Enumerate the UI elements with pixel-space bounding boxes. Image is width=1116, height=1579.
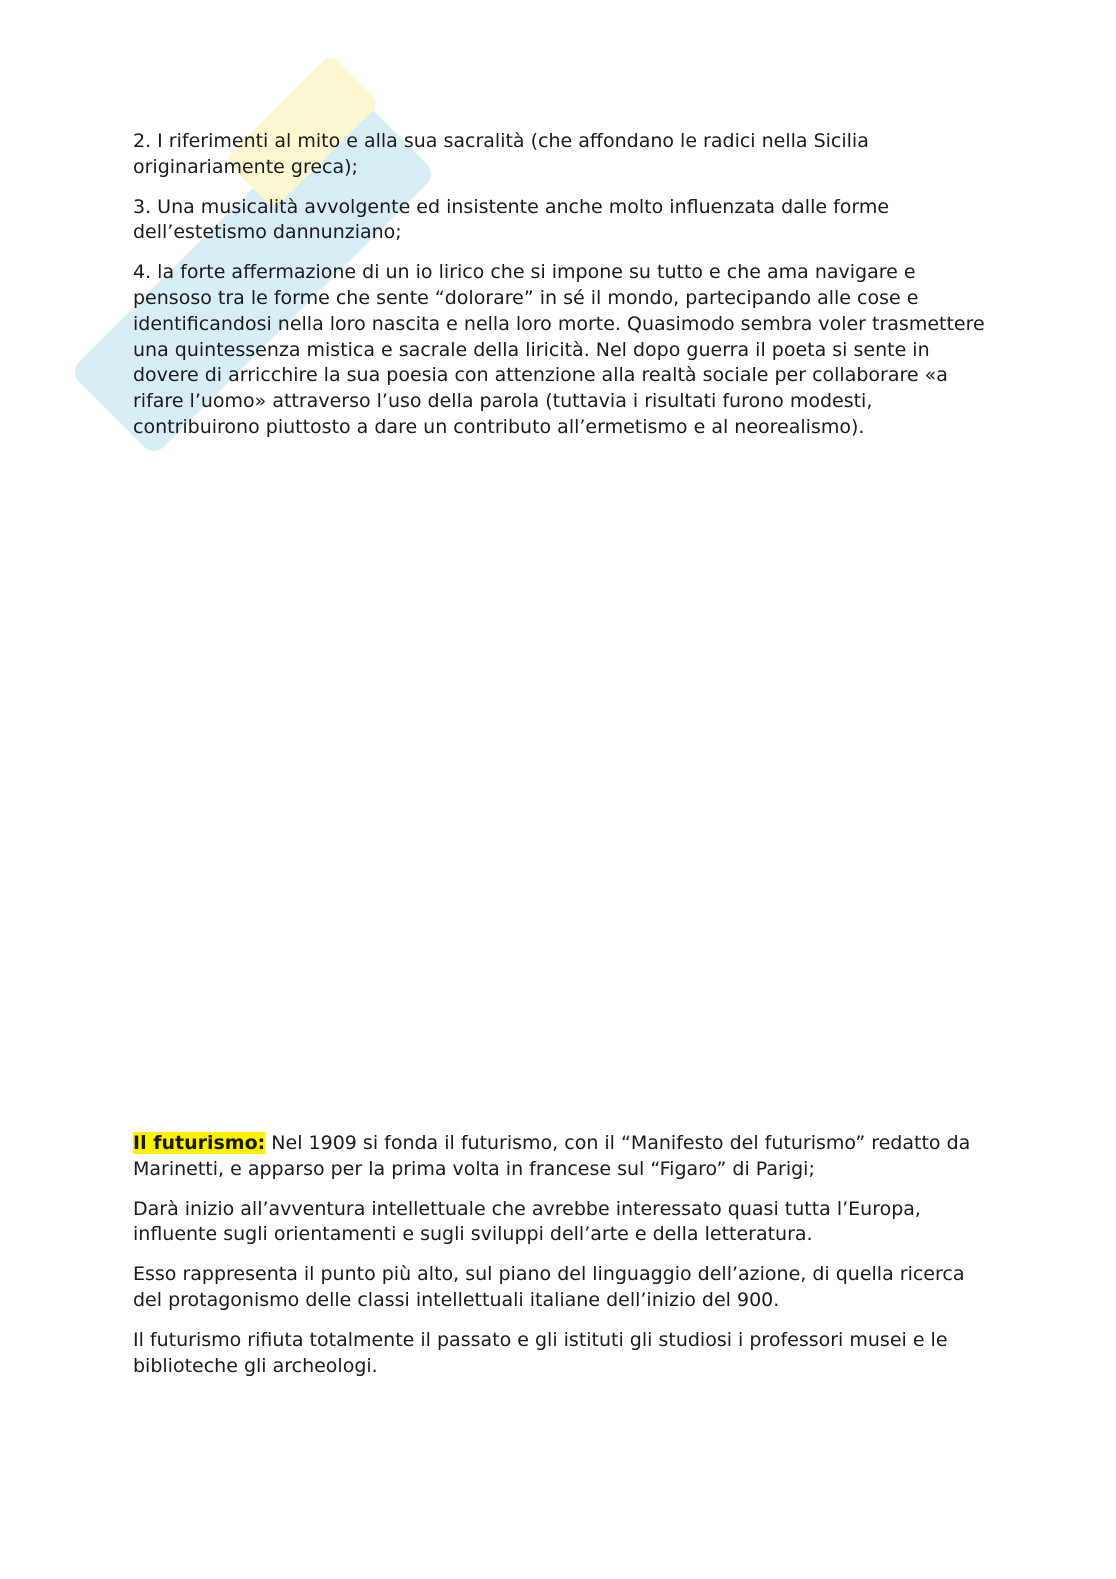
futurismo-paragraph-protagonismo: Esso rappresenta il punto più alto, sul piano del linguaggio dell’azione, di quella ricerca del protagonismo delle classi intellettuali italiane dell’inizio del 900.: [133, 1263, 965, 1311]
futurismo-intro-paragraph: [133, 1131, 993, 1183]
futurismo-heading-highlight: [133, 1132, 265, 1154]
futurismo-heading-colon: :: [257, 1132, 266, 1154]
paragraph-point-3: 3. Una musicalità avvolgente ed insistente anche molto influenzata dalle forme dell’estetismo dannunziano;: [133, 195, 890, 244]
futurismo-intro-text: Nel 1909 si fonda il futurismo, con il “Manifesto del futurismo” redatto da Marinetti, e apparso per la prima volta in francese sul “Figaro” di Parigi;: [133, 1132, 971, 1180]
futurismo-paragraph-europa: Darà inizio all’avventura intellettuale che avrebbe interessato quasi tutta l’Europa, influente sugli orientamenti e sugli sviluppi dell’arte e della letteratura.: [133, 1197, 921, 1246]
quasimodo-section: [133, 129, 993, 455]
futurismo-section: [133, 1131, 993, 1393]
paragraph-point-2: 2. I riferimenti al mito e alla sua sacralità (che affondano le radici nella Sicilia originariamente greca);: [133, 130, 869, 178]
futurismo-heading: Il futurismo: [133, 1132, 258, 1154]
futurismo-paragraph-passato: Il futurismo rifiuta totalmente il passato e gli istituti gli studiosi i professori musei e le biblioteche gli archeologi.: [133, 1328, 948, 1377]
paragraph-point-4: 4. la forte affermazione di un io lirico che si impone su tutto e che ama navigare e pensoso tra le forme che sente “dolorare” in sé il mondo, partecipando alle cose e identificandosi nella loro nascita e nella loro morte. Quasimodo sembra voler trasmettere una quintessenza mistica e sacrale della liricità. Nel dopo guerra il poeta si sente in dovere di arricchire la sua poesia con attenzione alla realtà sociale per collaborare «a rifare l’uomo» attraverso l’uso della parola (tuttavia i risultati furono modesti, contribuirono piuttosto a dare un contributo all’ermetismo e al neorealismo).: [133, 261, 985, 438]
